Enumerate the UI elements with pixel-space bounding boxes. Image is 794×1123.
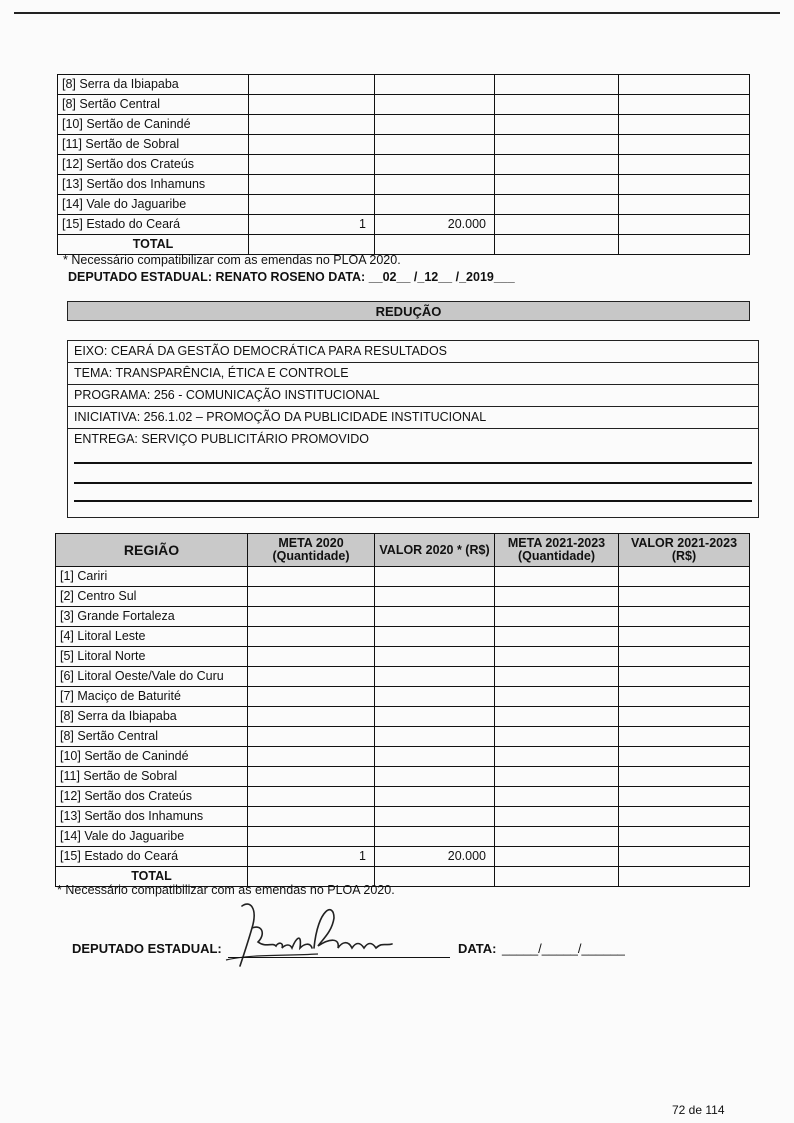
meta-2020-cell	[249, 135, 375, 155]
region-table	[55, 533, 750, 887]
meta-2020-cell	[249, 155, 375, 175]
blank-line	[74, 482, 752, 484]
region-cell: [11] Sertão de Sobral	[58, 135, 249, 155]
valor-2020-cell	[375, 135, 495, 155]
region-cell: [3] Grande Fortaleza	[56, 607, 248, 627]
region-cell: [8] Serra da Ibiapaba	[56, 707, 248, 727]
meta-2020-cell	[249, 75, 375, 95]
meta-2021-2023-cell	[495, 195, 619, 215]
meta-2021-2023-cell	[495, 667, 619, 687]
meta-2020-cell	[248, 567, 375, 587]
iniciativa-line: INICIATIVA: 256.1.02 – PROMOÇÃO DA PUBLICIDADE INSTITUCIONAL	[68, 407, 758, 429]
table-row	[56, 647, 750, 667]
meta-2021-2023-cell	[495, 135, 619, 155]
total-cell	[375, 235, 495, 255]
table-row	[56, 787, 750, 807]
valor-2020-cell	[375, 75, 495, 95]
table-row	[56, 687, 750, 707]
valor-2021-2023-cell	[619, 567, 750, 587]
valor-2021-2023-cell	[619, 195, 750, 215]
table-row	[56, 587, 750, 607]
valor-2020-cell	[375, 667, 495, 687]
ploa-note-top: * Necessário compatibilizar com as emendas no PLOA 2020.	[63, 253, 401, 267]
meta-2021-2023-cell	[495, 115, 619, 135]
region-cell: [10] Sertão de Canindé	[58, 115, 249, 135]
signature-line	[228, 957, 450, 958]
date-day: 02	[382, 270, 397, 284]
valor-2021-2023-cell	[619, 115, 750, 135]
meta-2021-2023-cell	[495, 567, 619, 587]
table-row	[56, 667, 750, 687]
deputado-signature-label: DEPUTADO ESTADUAL:	[72, 941, 222, 956]
table-row	[56, 607, 750, 627]
meta-2020-cell	[248, 667, 375, 687]
deputado-date-line: DEPUTADO ESTADUAL: RENATO ROSENO DATA: __02__ /_12__ /_2019___	[68, 270, 515, 284]
data-label: DATA:	[458, 941, 497, 956]
meta-2021-2023-cell	[495, 175, 619, 195]
tema-line: TEMA: TRANSPARÊNCIA, ÉTICA E CONTROLE	[68, 363, 758, 385]
deputado-label: DEPUTADO ESTADUAL: RENATO ROSENO DATA:	[68, 270, 366, 284]
meta-2020-cell	[248, 687, 375, 707]
date-month: 12	[424, 270, 439, 284]
valor-2020-cell	[375, 195, 495, 215]
total-cell	[495, 867, 619, 887]
meta-2021-2023-cell	[495, 95, 619, 115]
meta-2021-2023-cell	[495, 727, 619, 747]
valor-2021-2023-cell	[619, 847, 750, 867]
valor-2021-2023-cell	[619, 787, 750, 807]
region-cell: [11] Sertão de Sobral	[56, 767, 248, 787]
total-cell	[619, 867, 750, 887]
region-cell: [14] Vale do Jaguaribe	[58, 195, 249, 215]
date-year: 2019	[466, 270, 494, 284]
valor-2021-2023-cell	[619, 667, 750, 687]
programa-line: PROGRAMA: 256 - COMUNICAÇÃO INSTITUCIONAL	[68, 385, 758, 407]
meta-2021-2023-cell	[495, 807, 619, 827]
valor-2021-2023-cell	[619, 827, 750, 847]
meta-2021-2023-cell	[495, 215, 619, 235]
region-cell: [13] Sertão dos Inhamuns	[56, 807, 248, 827]
valor-2021-2023-cell	[619, 807, 750, 827]
table-row	[56, 567, 750, 587]
meta-2020-cell	[248, 607, 375, 627]
meta-2020-cell	[248, 747, 375, 767]
meta-2020-cell	[248, 587, 375, 607]
table-row	[56, 807, 750, 827]
valor-2021-2023-cell	[619, 215, 750, 235]
total-cell	[495, 235, 619, 255]
valor-2021-2023-cell	[619, 727, 750, 747]
total-label: TOTAL	[58, 235, 249, 255]
total-row	[58, 235, 750, 255]
meta-2020-cell	[249, 195, 375, 215]
valor-2020-cell	[375, 175, 495, 195]
meta-2021-2023-cell	[495, 707, 619, 727]
meta-2020-cell	[248, 707, 375, 727]
meta-2021-2023-cell	[495, 847, 619, 867]
valor-2020-cell	[375, 587, 495, 607]
valor-2020-cell	[375, 827, 495, 847]
ploa-note-bottom: * Necessário compatibilizar com as emendas no PLOA 2020.	[57, 883, 395, 897]
valor-2021-2023-cell	[619, 135, 750, 155]
valor-2021-2023-cell	[619, 687, 750, 707]
region-cell: [15] Estado do Ceará	[58, 215, 249, 235]
table-row	[56, 767, 750, 787]
handwritten-signature	[222, 898, 412, 974]
meta-2020-cell	[248, 787, 375, 807]
meta-2021-2023-cell	[495, 747, 619, 767]
meta-2021-2023-cell	[495, 607, 619, 627]
valor-2020-cell	[375, 767, 495, 787]
region-cell: [8] Sertão Central	[56, 727, 248, 747]
valor-2021-2023-cell	[619, 75, 750, 95]
region-cell: [6] Litoral Oeste/Vale do Curu	[56, 667, 248, 687]
header-meta-2020: META 2020 (Quantidade)	[248, 534, 375, 567]
region-cell: [12] Sertão dos Crateús	[56, 787, 248, 807]
meta-2020-cell	[248, 807, 375, 827]
date-blanks: _____/_____/______	[502, 941, 625, 956]
meta-2020-cell: 1	[249, 215, 375, 235]
valor-2021-2023-cell	[619, 175, 750, 195]
table-row	[58, 75, 750, 95]
region-cell: [14] Vale do Jaguaribe	[56, 827, 248, 847]
meta-2020-cell	[248, 627, 375, 647]
section-title-reducao: REDUÇÃO	[67, 301, 750, 321]
total-cell	[249, 235, 375, 255]
eixo-line: EIXO: CEARÁ DA GESTÃO DEMOCRÁTICA PARA RESULTADOS	[68, 341, 758, 363]
table-row	[58, 175, 750, 195]
table-row	[58, 195, 750, 215]
header-meta-2021-2023: META 2021-2023 (Quantidade)	[495, 534, 619, 567]
meta-2020-cell	[249, 115, 375, 135]
meta-2021-2023-cell	[495, 627, 619, 647]
valor-2021-2023-cell	[619, 647, 750, 667]
meta-2020-cell	[249, 175, 375, 195]
valor-2020-cell	[375, 115, 495, 135]
meta-2021-2023-cell	[495, 75, 619, 95]
meta-2021-2023-cell	[495, 827, 619, 847]
meta-2020-cell	[248, 727, 375, 747]
region-cell: [4] Litoral Leste	[56, 627, 248, 647]
table-row	[56, 847, 750, 867]
valor-2021-2023-cell	[619, 607, 750, 627]
valor-2021-2023-cell	[619, 767, 750, 787]
valor-2020-cell	[375, 95, 495, 115]
valor-2020-cell	[375, 155, 495, 175]
region-cell: [2] Centro Sul	[56, 587, 248, 607]
valor-2020-cell	[375, 787, 495, 807]
valor-2020-cell: 20.000	[375, 847, 495, 867]
region-cell: [5] Litoral Norte	[56, 647, 248, 667]
valor-2021-2023-cell	[619, 587, 750, 607]
table-row	[58, 215, 750, 235]
meta-2021-2023-cell	[495, 787, 619, 807]
top-rule	[14, 12, 780, 14]
meta-2020-cell	[248, 767, 375, 787]
meta-2021-2023-cell	[495, 587, 619, 607]
entrega-line: ENTREGA: SERVIÇO PUBLICITÁRIO PROMOVIDO	[74, 432, 369, 446]
total-label: TOTAL	[56, 867, 248, 887]
meta-2020-cell	[248, 647, 375, 667]
valor-2021-2023-cell	[619, 747, 750, 767]
table-row	[56, 727, 750, 747]
blank-line	[74, 462, 752, 464]
meta-2020-cell	[248, 827, 375, 847]
table-row	[58, 95, 750, 115]
top-region-table	[57, 74, 750, 255]
meta-2021-2023-cell	[495, 687, 619, 707]
table-row	[58, 115, 750, 135]
valor-2020-cell	[375, 707, 495, 727]
region-cell: [8] Sertão Central	[58, 95, 249, 115]
region-cell: [10] Sertão de Canindé	[56, 747, 248, 767]
header-valor-2021-2023: VALOR 2021-2023 (R$)	[619, 534, 750, 567]
meta-2021-2023-cell	[495, 647, 619, 667]
region-cell: [12] Sertão dos Crateús	[58, 155, 249, 175]
program-info-box	[67, 340, 759, 518]
valor-2020-cell	[375, 647, 495, 667]
table-row	[56, 827, 750, 847]
valor-2020-cell	[375, 607, 495, 627]
valor-2020-cell	[375, 727, 495, 747]
meta-2020-cell: 1	[248, 847, 375, 867]
region-cell: [13] Sertão dos Inhamuns	[58, 175, 249, 195]
region-cell: [15] Estado do Ceará	[56, 847, 248, 867]
valor-2021-2023-cell	[619, 707, 750, 727]
table-row	[56, 747, 750, 767]
header-valor-2020: VALOR 2020 * (R$)	[375, 534, 495, 567]
table-row	[58, 155, 750, 175]
meta-2020-cell	[249, 95, 375, 115]
table-header-row	[56, 534, 750, 567]
valor-2021-2023-cell	[619, 627, 750, 647]
page-number: 72 de 114	[672, 1103, 725, 1117]
valor-2020-cell: 20.000	[375, 215, 495, 235]
region-cell: [8] Serra da Ibiapaba	[58, 75, 249, 95]
table-row	[56, 627, 750, 647]
header-regiao: REGIÃO	[56, 534, 248, 567]
region-cell: [1] Cariri	[56, 567, 248, 587]
table-row	[56, 707, 750, 727]
total-cell	[619, 235, 750, 255]
blank-line	[74, 500, 752, 502]
valor-2021-2023-cell	[619, 155, 750, 175]
valor-2021-2023-cell	[619, 95, 750, 115]
meta-2021-2023-cell	[495, 155, 619, 175]
valor-2020-cell	[375, 807, 495, 827]
meta-2021-2023-cell	[495, 767, 619, 787]
valor-2020-cell	[375, 567, 495, 587]
region-cell: [7] Maciço de Baturité	[56, 687, 248, 707]
table-row	[58, 135, 750, 155]
valor-2020-cell	[375, 747, 495, 767]
valor-2020-cell	[375, 627, 495, 647]
valor-2020-cell	[375, 687, 495, 707]
